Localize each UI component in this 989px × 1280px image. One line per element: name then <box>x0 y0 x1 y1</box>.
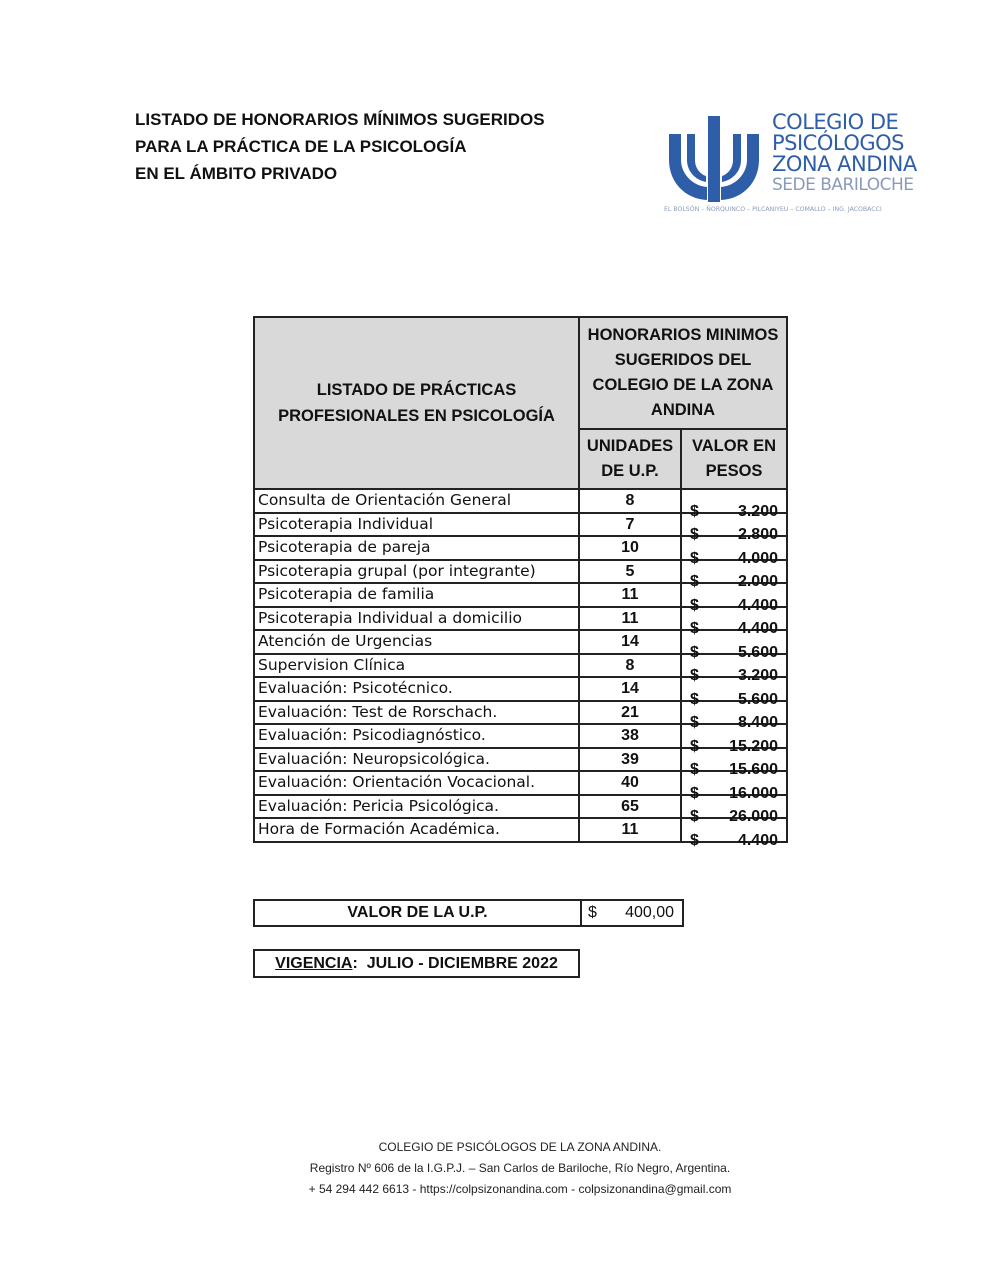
table-row <box>254 489 787 513</box>
units-cell: 10 <box>579 536 681 560</box>
value-cell <box>681 607 787 638</box>
value-cell <box>681 724 787 755</box>
table-row <box>254 607 787 631</box>
title-line-3: EN EL ÁMBITO PRIVADO <box>135 164 338 183</box>
currency-sign: $ <box>690 737 699 755</box>
value-cell <box>681 818 787 849</box>
logo-line-3: ZONA ANDINA <box>772 152 917 176</box>
practice-cell: Evaluación: Pericia Psicológica. <box>254 795 579 819</box>
units-cell: 11 <box>579 583 681 607</box>
units-cell: 39 <box>579 748 681 772</box>
up-value-box <box>253 899 684 927</box>
practices-header-line-2: PROFESIONALES EN PSICOLOGÍA <box>278 407 555 425</box>
practice-cell: Hora de Formación Académica. <box>254 818 579 842</box>
table-row <box>254 818 787 842</box>
up-currency: $ <box>588 904 597 921</box>
value-amount: 2.000 <box>737 573 778 591</box>
footer <box>0 1137 989 1200</box>
value-amount: 3.200 <box>737 502 778 520</box>
value-amount: 4.000 <box>737 549 778 567</box>
units-cell: 11 <box>579 607 681 631</box>
value-header <box>681 429 787 489</box>
fees-group-header-line-3: COLEGIO DE LA ZONA <box>592 376 774 394</box>
currency-sign: $ <box>690 784 699 802</box>
practice-cell: Evaluación: Psicodiagnóstico. <box>254 724 579 748</box>
practice-cell: Psicoterapia Individual <box>254 513 579 537</box>
currency-sign: $ <box>690 761 699 779</box>
currency-sign: $ <box>690 831 699 849</box>
value-cell <box>681 583 787 614</box>
table-row <box>254 701 787 725</box>
logo-subline: EL BOLSÓN – ÑORQUINCO – PILCANIYEU – COMALLO – ING. JACOBACCI <box>664 206 882 213</box>
table-row <box>254 748 787 772</box>
value-cell <box>681 560 787 591</box>
table-row <box>254 677 787 701</box>
value-cell <box>681 654 787 685</box>
value-cell <box>681 771 787 802</box>
practice-cell: Psicoterapia de familia <box>254 583 579 607</box>
currency-sign: $ <box>690 620 699 638</box>
value-cell <box>681 677 787 708</box>
currency-sign: $ <box>690 549 699 567</box>
value-amount: 2.800 <box>737 526 778 544</box>
table-row <box>254 724 787 748</box>
currency-sign: $ <box>690 526 699 544</box>
practice-cell: Psicoterapia de pareja <box>254 536 579 560</box>
units-cell: 21 <box>579 701 681 725</box>
units-cell: 38 <box>579 724 681 748</box>
practices-header-line-1: LISTADO DE PRÁCTICAS <box>316 381 517 399</box>
practice-cell: Evaluación: Orientación Vocacional. <box>254 771 579 795</box>
currency-sign: $ <box>690 808 699 826</box>
currency-sign: $ <box>690 643 699 661</box>
value-amount: 15.600 <box>729 761 778 779</box>
units-cell: 5 <box>579 560 681 584</box>
vigencia-value: JULIO - DICIEMBRE 2022 <box>366 955 558 972</box>
practice-cell: Atención de Urgencias <box>254 630 579 654</box>
up-value <box>582 901 682 925</box>
units-header-line-1: UNIDADES <box>586 437 674 455</box>
value-amount: 8.400 <box>737 714 778 732</box>
currency-sign: $ <box>690 667 699 685</box>
vigencia-colon: : <box>352 955 358 972</box>
value-cell <box>681 489 787 520</box>
value-cell <box>681 701 787 732</box>
units-header-line-2: DE U.P. <box>601 462 659 480</box>
title-line-1: LISTADO DE HONORARIOS MÍNIMOS SUGERIDOS <box>135 110 545 129</box>
practice-cell: Psicoterapia grupal (por integrante) <box>254 560 579 584</box>
value-header-line-2: PESOS <box>705 462 763 480</box>
units-cell: 8 <box>579 654 681 678</box>
value-amount: 4.400 <box>737 831 778 849</box>
units-cell: 40 <box>579 771 681 795</box>
currency-sign: $ <box>690 714 699 732</box>
value-cell <box>681 513 787 544</box>
value-amount: 5.600 <box>737 690 778 708</box>
up-label: VALOR DE LA U.P. <box>255 901 582 925</box>
currency-sign: $ <box>690 596 699 614</box>
practice-cell: Psicoterapia Individual a domicilio <box>254 607 579 631</box>
table-row <box>254 536 787 560</box>
value-amount: 16.000 <box>729 784 778 802</box>
value-amount: 3.200 <box>737 667 778 685</box>
units-cell: 65 <box>579 795 681 819</box>
title-line-2: PARA LA PRÁCTICA DE LA PSICOLOGÍA <box>135 137 467 156</box>
value-amount: 15.200 <box>729 737 778 755</box>
value-cell <box>681 536 787 567</box>
value-amount: 5.600 <box>737 643 778 661</box>
currency-sign: $ <box>690 573 699 591</box>
fees-group-header-line-2: SUGERIDOS DEL <box>614 351 752 369</box>
practice-cell: Evaluación: Psicotécnico. <box>254 677 579 701</box>
logo-line-4: SEDE BARILOCHE <box>772 175 914 195</box>
practice-cell: Evaluación: Neuropsicológica. <box>254 748 579 772</box>
document-title <box>135 106 545 187</box>
fees-group-header <box>579 317 787 429</box>
fees-group-header-line-4: ANDINA <box>650 401 716 419</box>
vigencia-label: VIGENCIA <box>275 955 353 972</box>
fees-group-header-line-1: HONORARIOS MINIMOS <box>587 326 779 344</box>
value-cell <box>681 630 787 661</box>
table-row <box>254 654 787 678</box>
practice-cell: Consulta de Orientación General <box>254 489 579 513</box>
vigencia-box <box>253 949 580 978</box>
currency-sign: $ <box>690 502 699 520</box>
footer-line-2: Registro Nº 606 de la I.G.P.J. – San Carlos de Bariloche, Río Negro, Argentina. <box>309 1161 731 1175</box>
footer-line-3: + 54 294 442 6613 - https://colpsizonandina.com - colpsizonandina@gmail.com <box>308 1182 732 1196</box>
table-row <box>254 560 787 584</box>
psi-logo-icon <box>665 116 763 202</box>
value-cell <box>681 795 787 826</box>
currency-sign: $ <box>690 690 699 708</box>
units-cell: 7 <box>579 513 681 537</box>
logo-line-1: COLEGIO DE <box>772 110 899 134</box>
units-cell: 11 <box>579 818 681 842</box>
up-amount: 400,00 <box>625 904 674 921</box>
table-row <box>254 513 787 537</box>
practices-header <box>254 317 579 489</box>
fees-table <box>253 316 788 849</box>
practice-cell: Evaluación: Test de Rorschach. <box>254 701 579 725</box>
value-amount: 4.400 <box>737 596 778 614</box>
units-cell: 14 <box>579 630 681 654</box>
table-row <box>254 771 787 795</box>
value-header-line-1: VALOR EN <box>691 437 777 455</box>
units-header <box>579 429 681 489</box>
footer-line-1: COLEGIO DE PSICÓLOGOS DE LA ZONA ANDINA. <box>378 1140 662 1154</box>
practice-cell: Supervision Clínica <box>254 654 579 678</box>
units-cell: 14 <box>579 677 681 701</box>
value-cell <box>681 748 787 779</box>
value-amount: 4.400 <box>737 620 778 638</box>
college-logo <box>660 110 917 220</box>
units-cell: 8 <box>579 489 681 513</box>
table-row <box>254 795 787 819</box>
logo-line-2: PSICÓLOGOS <box>772 131 904 155</box>
table-row <box>254 583 787 607</box>
value-amount: 26.000 <box>729 808 778 826</box>
table-row <box>254 630 787 654</box>
